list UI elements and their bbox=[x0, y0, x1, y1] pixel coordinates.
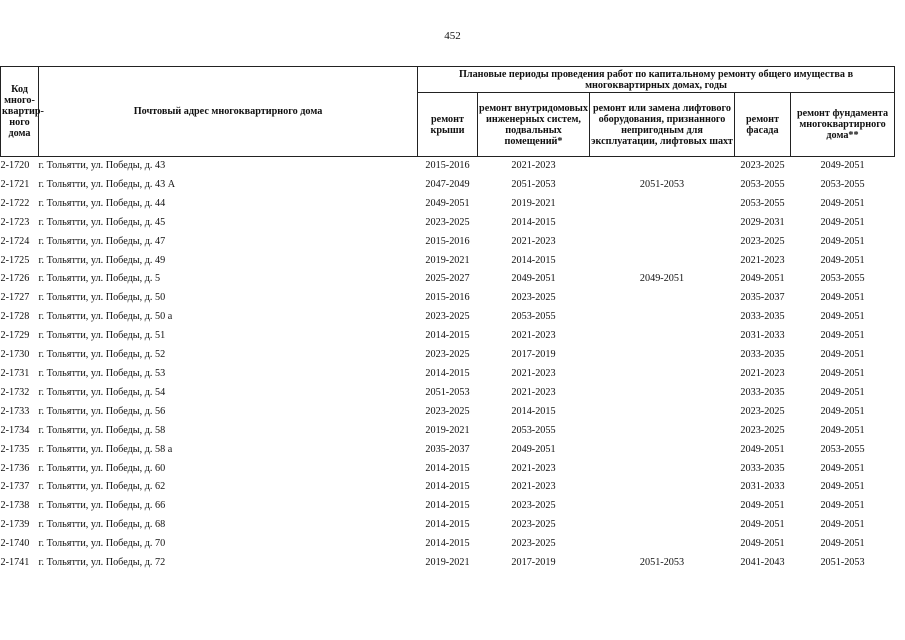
cell-lift bbox=[590, 195, 735, 214]
cell-address: г. Тольятти, ул. Победы, д. 50 bbox=[38, 292, 166, 304]
cell-address: г. Тольятти, ул. Победы, д. 70 bbox=[38, 538, 166, 550]
cell-address: г. Тольятти, ул. Победы, д. 58 bbox=[38, 424, 166, 436]
cell-lift bbox=[590, 478, 735, 497]
cell-facade: 2023-2025 bbox=[740, 235, 785, 247]
cell-systems: 2021-2023 bbox=[511, 481, 556, 493]
cell-code: 2-1721 bbox=[0, 178, 30, 190]
cell-systems: 2021-2023 bbox=[511, 160, 556, 171]
cell-code: 2-1735 bbox=[0, 443, 30, 455]
cell-code: 2-1726 bbox=[0, 273, 30, 285]
cell-foundation: 2053-2055 bbox=[820, 273, 865, 285]
table-row bbox=[1, 195, 895, 214]
cell-foundation: 2049-2051 bbox=[820, 292, 865, 304]
cell-roof: 2014-2015 bbox=[425, 538, 470, 550]
cell-code: 2-1738 bbox=[0, 500, 30, 512]
cell-foundation: 2049-2051 bbox=[820, 235, 865, 247]
cell-lift bbox=[590, 516, 735, 535]
table-row bbox=[1, 214, 895, 233]
cell-foundation: 2049-2051 bbox=[820, 349, 865, 361]
cell-address: г. Тольятти, ул. Победы, д. 50 а bbox=[38, 311, 173, 323]
cell-facade: 2035-2037 bbox=[740, 292, 785, 304]
table-row bbox=[1, 478, 895, 497]
cell-foundation: 2053-2055 bbox=[820, 178, 865, 190]
table-row bbox=[1, 403, 895, 422]
cell-foundation: 2049-2051 bbox=[820, 500, 865, 512]
cell-foundation: 2049-2051 bbox=[820, 519, 865, 531]
cell-foundation: 2049-2051 bbox=[820, 311, 865, 323]
cell-address: г. Тольятти, ул. Победы, д. 49 bbox=[38, 254, 166, 266]
cell-foundation: 2049-2051 bbox=[820, 254, 865, 266]
cell-systems: 2023-2025 bbox=[511, 292, 556, 304]
cell-facade: 2033-2035 bbox=[740, 386, 785, 398]
cell-code: 2-1736 bbox=[0, 462, 30, 474]
cell-foundation: 2049-2051 bbox=[820, 424, 865, 436]
cell-roof: 2019-2021 bbox=[425, 424, 470, 436]
cell-code: 2-1724 bbox=[0, 235, 30, 247]
cell-code: 2-1730 bbox=[0, 349, 30, 361]
cell-facade: 2021-2023 bbox=[740, 254, 785, 266]
cell-roof: 2015-2016 bbox=[425, 235, 470, 247]
cell-facade: 2041-2043 bbox=[740, 557, 785, 569]
cell-roof: 2019-2021 bbox=[425, 254, 470, 266]
cell-roof: 2023-2025 bbox=[425, 405, 470, 417]
cell-lift: 2049-2051 bbox=[639, 273, 685, 285]
table-row bbox=[1, 252, 895, 271]
cell-code: 2-1727 bbox=[0, 292, 30, 304]
cell-lift bbox=[590, 289, 735, 308]
cell-roof: 2047-2049 bbox=[425, 178, 470, 190]
cell-address: г. Тольятти, ул. Победы, д. 56 bbox=[38, 405, 166, 417]
cell-lift bbox=[590, 214, 735, 233]
cell-foundation: 2049-2051 bbox=[820, 405, 865, 417]
cell-lift bbox=[590, 535, 735, 554]
cell-foundation: 2049-2051 bbox=[820, 481, 865, 493]
cell-systems: 2021-2023 bbox=[511, 330, 556, 342]
table-row bbox=[1, 422, 895, 441]
cell-lift bbox=[590, 327, 735, 346]
cell-lift bbox=[590, 422, 735, 441]
cell-facade: 2033-2035 bbox=[740, 462, 785, 474]
cell-foundation: 2049-2051 bbox=[820, 197, 865, 209]
table-row bbox=[1, 441, 895, 460]
cell-code: 2-1732 bbox=[0, 386, 30, 398]
table-header bbox=[1, 67, 895, 157]
cell-roof: 2015-2016 bbox=[425, 292, 470, 304]
cell-roof: 2014-2015 bbox=[425, 330, 470, 342]
cell-roof: 2023-2025 bbox=[425, 349, 470, 361]
cell-code: 2-1731 bbox=[0, 367, 30, 379]
cell-systems: 2017-2019 bbox=[511, 557, 556, 569]
header-engineering-systems: ремонт внутридомовых инженерных систем, подвальных помещений* bbox=[478, 93, 590, 157]
cell-facade: 2031-2033 bbox=[740, 330, 785, 342]
cell-systems: 2053-2055 bbox=[511, 311, 556, 323]
cell-systems: 2017-2019 bbox=[511, 349, 556, 361]
cell-lift bbox=[590, 497, 735, 516]
cell-systems: 2014-2015 bbox=[511, 216, 556, 228]
cell-foundation: 2049-2051 bbox=[820, 216, 865, 228]
cell-lift bbox=[590, 384, 735, 403]
cell-roof: 2049-2051 bbox=[425, 197, 470, 209]
cell-foundation: 2049-2051 bbox=[820, 538, 865, 550]
cell-code: 2-1723 bbox=[0, 216, 30, 228]
cell-roof: 2019-2021 bbox=[425, 557, 470, 569]
cell-systems: 2014-2015 bbox=[511, 254, 556, 266]
cell-code: 2-1737 bbox=[0, 481, 30, 493]
cell-lift bbox=[590, 252, 735, 271]
table-row bbox=[1, 327, 895, 346]
cell-facade: 2023-2025 bbox=[740, 405, 785, 417]
cell-systems: 2021-2023 bbox=[511, 235, 556, 247]
cell-address: г. Тольятти, ул. Победы, д. 68 bbox=[38, 519, 166, 531]
cell-foundation: 2049-2051 bbox=[820, 160, 865, 171]
table-body bbox=[1, 157, 895, 573]
cell-foundation: 2049-2051 bbox=[820, 386, 865, 398]
table-row bbox=[1, 176, 895, 195]
cell-facade: 2021-2023 bbox=[740, 367, 785, 379]
header-address: Почтовый адрес многоквартирного дома bbox=[39, 67, 418, 157]
cell-systems: 2053-2055 bbox=[511, 424, 556, 436]
cell-lift bbox=[590, 365, 735, 384]
cell-roof: 2023-2025 bbox=[425, 216, 470, 228]
cell-address: г. Тольятти, ул. Победы, д. 62 bbox=[38, 481, 166, 493]
cell-address: г. Тольятти, ул. Победы, д. 58 а bbox=[38, 443, 173, 455]
cell-lift bbox=[590, 233, 735, 252]
cell-code: 2-1729 bbox=[0, 330, 30, 342]
cell-roof: 2014-2015 bbox=[425, 500, 470, 512]
cell-facade: 2031-2033 bbox=[740, 481, 785, 493]
header-facade: ремонт фасада bbox=[735, 93, 791, 157]
table-row bbox=[1, 460, 895, 479]
cell-systems: 2021-2023 bbox=[511, 386, 556, 398]
cell-code: 2-1741 bbox=[0, 557, 30, 569]
cell-facade: 2023-2025 bbox=[740, 424, 785, 436]
cell-systems: 2023-2025 bbox=[511, 500, 556, 512]
cell-systems: 2049-2051 bbox=[511, 443, 556, 455]
table-row bbox=[1, 270, 895, 289]
cell-roof: 2023-2025 bbox=[425, 311, 470, 323]
cell-roof: 2025-2027 bbox=[425, 273, 470, 285]
cell-foundation: 2051-2053 bbox=[820, 557, 865, 569]
header-lift: ремонт или замена лифтового оборудования, признанного непригодным для эксплуатации, лифтовых шахт bbox=[590, 93, 735, 157]
cell-systems: 2021-2023 bbox=[511, 367, 556, 379]
cell-address: г. Тольятти, ул. Победы, д. 47 bbox=[38, 235, 166, 247]
cell-address: г. Тольятти, ул. Победы, д. 52 bbox=[38, 349, 166, 361]
cell-lift: 2051-2053 bbox=[639, 557, 685, 569]
cell-roof: 2014-2015 bbox=[425, 519, 470, 531]
cell-address: г. Тольятти, ул. Победы, д. 51 bbox=[38, 330, 166, 342]
cell-systems: 2019-2021 bbox=[511, 197, 556, 209]
cell-foundation: 2049-2051 bbox=[820, 367, 865, 379]
cell-facade: 2053-2055 bbox=[740, 178, 785, 190]
cell-lift bbox=[590, 157, 735, 176]
table-row bbox=[1, 233, 895, 252]
cell-address: г. Тольятти, ул. Победы, д. 5 bbox=[38, 273, 161, 285]
header-planned-periods: Плановые периоды проведения работ по капитальному ремонту общего имущества в многоквартирных домах, годы bbox=[418, 67, 895, 93]
cell-address: г. Тольятти, ул. Победы, д. 53 bbox=[38, 367, 166, 379]
cell-code: 2-1720 bbox=[0, 160, 30, 171]
cell-lift bbox=[590, 308, 735, 327]
cell-roof: 2014-2015 bbox=[425, 367, 470, 379]
cell-foundation: 2049-2051 bbox=[820, 330, 865, 342]
cell-roof: 2015-2016 bbox=[425, 160, 470, 171]
table-row bbox=[1, 157, 895, 176]
cell-code: 2-1734 bbox=[0, 424, 30, 436]
cell-facade: 2049-2051 bbox=[740, 519, 785, 531]
header-roof: ремонт крыши bbox=[418, 93, 478, 157]
cell-address: г. Тольятти, ул. Победы, д. 44 bbox=[38, 197, 166, 209]
table-row bbox=[1, 497, 895, 516]
cell-facade: 2053-2055 bbox=[740, 197, 785, 209]
cell-systems: 2014-2015 bbox=[511, 405, 556, 417]
cell-address: г. Тольятти, ул. Победы, д. 54 bbox=[38, 386, 166, 398]
cell-systems: 2023-2025 bbox=[511, 519, 556, 531]
cell-systems: 2021-2023 bbox=[511, 462, 556, 474]
cell-code: 2-1722 bbox=[0, 197, 30, 209]
cell-code: 2-1733 bbox=[0, 405, 30, 417]
cell-address: г. Тольятти, ул. Победы, д. 72 bbox=[38, 557, 166, 569]
cell-lift bbox=[590, 346, 735, 365]
cell-foundation: 2053-2055 bbox=[820, 443, 865, 455]
page-number: 452 bbox=[444, 30, 461, 42]
table-row bbox=[1, 554, 895, 573]
table-row bbox=[1, 308, 895, 327]
cell-facade: 2033-2035 bbox=[740, 311, 785, 323]
cell-lift bbox=[590, 441, 735, 460]
cell-code: 2-1728 bbox=[0, 311, 30, 323]
cell-code: 2-1725 bbox=[0, 254, 30, 266]
cell-roof: 2051-2053 bbox=[425, 386, 470, 398]
header-code: Код много-квартир-ного дома bbox=[1, 67, 39, 157]
header-foundation: ремонт фундамента многоквартирного дома** bbox=[791, 93, 895, 157]
table-row bbox=[1, 289, 895, 308]
table-row bbox=[1, 384, 895, 403]
cell-systems: 2051-2053 bbox=[511, 178, 556, 190]
table-row bbox=[1, 516, 895, 535]
cell-code: 2-1739 bbox=[0, 519, 30, 531]
cell-foundation: 2049-2051 bbox=[820, 462, 865, 474]
cell-lift: 2051-2053 bbox=[639, 178, 685, 190]
cell-address: г. Тольятти, ул. Победы, д. 60 bbox=[38, 462, 166, 474]
cell-facade: 2033-2035 bbox=[740, 349, 785, 361]
cell-address: г. Тольятти, ул. Победы, д. 45 bbox=[38, 216, 166, 228]
cell-facade: 2049-2051 bbox=[740, 273, 785, 285]
cell-facade: 2049-2051 bbox=[740, 500, 785, 512]
cell-lift bbox=[590, 460, 735, 479]
table-row bbox=[1, 365, 895, 384]
table-row bbox=[1, 346, 895, 365]
capital-repair-schedule-table bbox=[0, 66, 895, 573]
cell-systems: 2023-2025 bbox=[511, 538, 556, 550]
cell-roof: 2035-2037 bbox=[425, 443, 470, 455]
cell-lift bbox=[590, 403, 735, 422]
cell-roof: 2014-2015 bbox=[425, 462, 470, 474]
cell-facade: 2049-2051 bbox=[740, 538, 785, 550]
cell-code: 2-1740 bbox=[0, 538, 30, 550]
cell-address: г. Тольятти, ул. Победы, д. 66 bbox=[38, 500, 166, 512]
cell-address: г. Тольятти, ул. Победы, д. 43 bbox=[38, 160, 166, 171]
cell-address: г. Тольятти, ул. Победы, д. 43 А bbox=[38, 178, 176, 190]
cell-facade: 2029-2031 bbox=[740, 216, 785, 228]
cell-facade: 2049-2051 bbox=[740, 443, 785, 455]
cell-roof: 2014-2015 bbox=[425, 481, 470, 493]
cell-facade: 2023-2025 bbox=[740, 160, 785, 171]
table-row bbox=[1, 535, 895, 554]
cell-systems: 2049-2051 bbox=[511, 273, 556, 285]
